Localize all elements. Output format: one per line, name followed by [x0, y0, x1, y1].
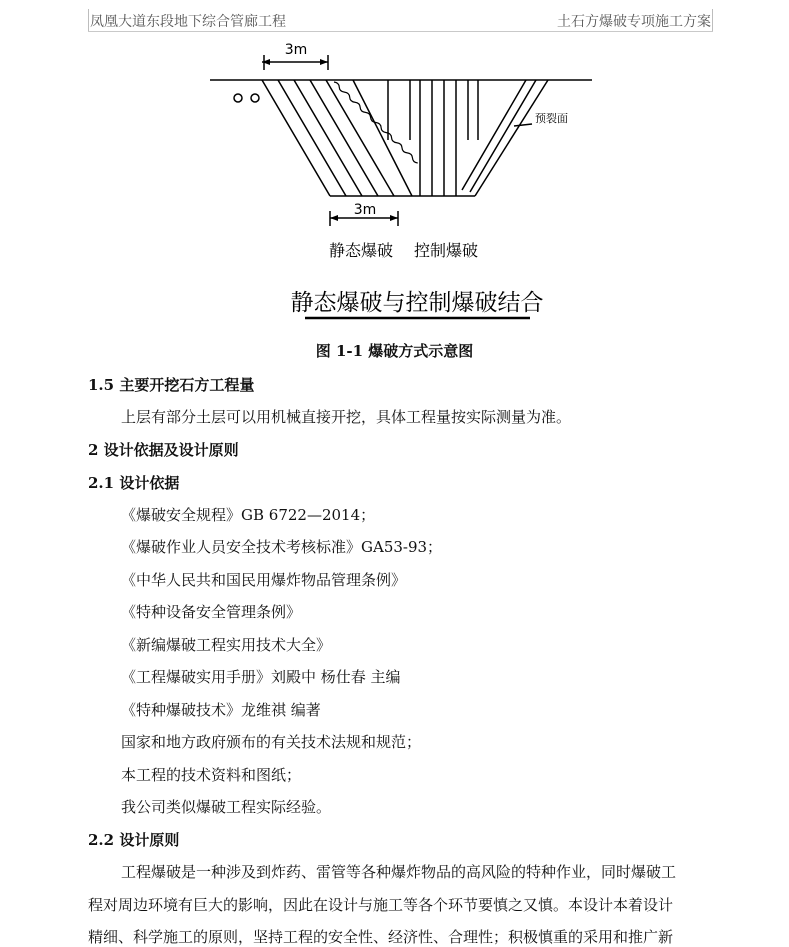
- principle-line: 精细、科学施工的原则，坚持工程的安全性、经济性、合理性；积极慎重的采用和推广新: [88, 928, 674, 946]
- dim-arrow: [390, 215, 398, 221]
- basis-item: 《中华人民共和国民用爆炸物品管理条例》: [121, 571, 407, 589]
- principle-line: 程对周边环境有巨大的影响，因此在设计与施工等各个环节要慎之又慎。本设计本着设计: [88, 896, 674, 914]
- slope-line: [294, 80, 362, 196]
- basis-item: 《特种爆破技术》龙维祺 编著: [121, 701, 321, 719]
- section-2-2-heading: 2.2 设计原则: [88, 831, 180, 849]
- dim-label-bottom: 3m: [353, 202, 377, 218]
- dim-arrow: [262, 59, 270, 65]
- blasting-diagram: [0, 0, 789, 340]
- section-1-5-heading: 1.5 主要开挖石方工程量: [88, 376, 255, 394]
- basis-item: 《爆破安全规程》GB 6722—2014；: [121, 506, 376, 524]
- dim-arrow: [320, 59, 328, 65]
- slope-line: [353, 80, 412, 196]
- figure-caption: 图 1-1 爆破方式示意图: [315, 342, 474, 360]
- basis-item: 国家和地方政府颁布的有关技术法规和规范；: [121, 733, 422, 751]
- basis-item: 《工程爆破实用手册》刘殿中 杨仕春 主编: [121, 668, 401, 686]
- figure-title: 静态爆破与控制爆破结合: [290, 290, 544, 316]
- presplit-line: [462, 80, 526, 190]
- basis-item: 本工程的技术资料和图纸；: [121, 766, 302, 784]
- basis-item: 《特种设备安全管理条例》: [121, 603, 302, 621]
- basis-item: 《爆破作业人员安全技术考核标准》GA53-93；: [121, 538, 443, 556]
- header-project-name: 凤凰大道东段地下综合管廊工程: [90, 14, 286, 30]
- drill-hole-circle: [234, 94, 242, 102]
- section-2-heading: 2 设计依据及设计原则: [88, 441, 239, 459]
- dim-arrow: [330, 215, 338, 221]
- static-agent-wave: [334, 66, 418, 179]
- section-1-5-text: 上层有部分土层可以用机械直接开挖，具体工程量按实际测量为准。: [121, 408, 572, 426]
- slope-right: [475, 80, 548, 196]
- basis-item: 《新编爆破工程实用技术大全》: [121, 636, 332, 654]
- principle-line: 工程爆破是一种涉及到炸药、雷管等各种爆炸物品的高风险的特种作业，同时爆破工: [121, 863, 677, 881]
- static-blasting-label: 静态爆破: [329, 241, 394, 260]
- presplit-label: 预裂面: [535, 112, 568, 125]
- header-document-title: 土石方爆破专项施工方案: [557, 14, 711, 30]
- basis-item: 我公司类似爆破工程实际经验。: [121, 798, 332, 816]
- presplit-line: [470, 80, 536, 192]
- presplit-leader: [514, 124, 532, 126]
- dim-label-top: 3m: [284, 42, 308, 58]
- section-2-1-heading: 2.1 设计依据: [88, 474, 180, 492]
- drill-hole-circle: [251, 94, 259, 102]
- control-blasting-label: 控制爆破: [414, 241, 479, 260]
